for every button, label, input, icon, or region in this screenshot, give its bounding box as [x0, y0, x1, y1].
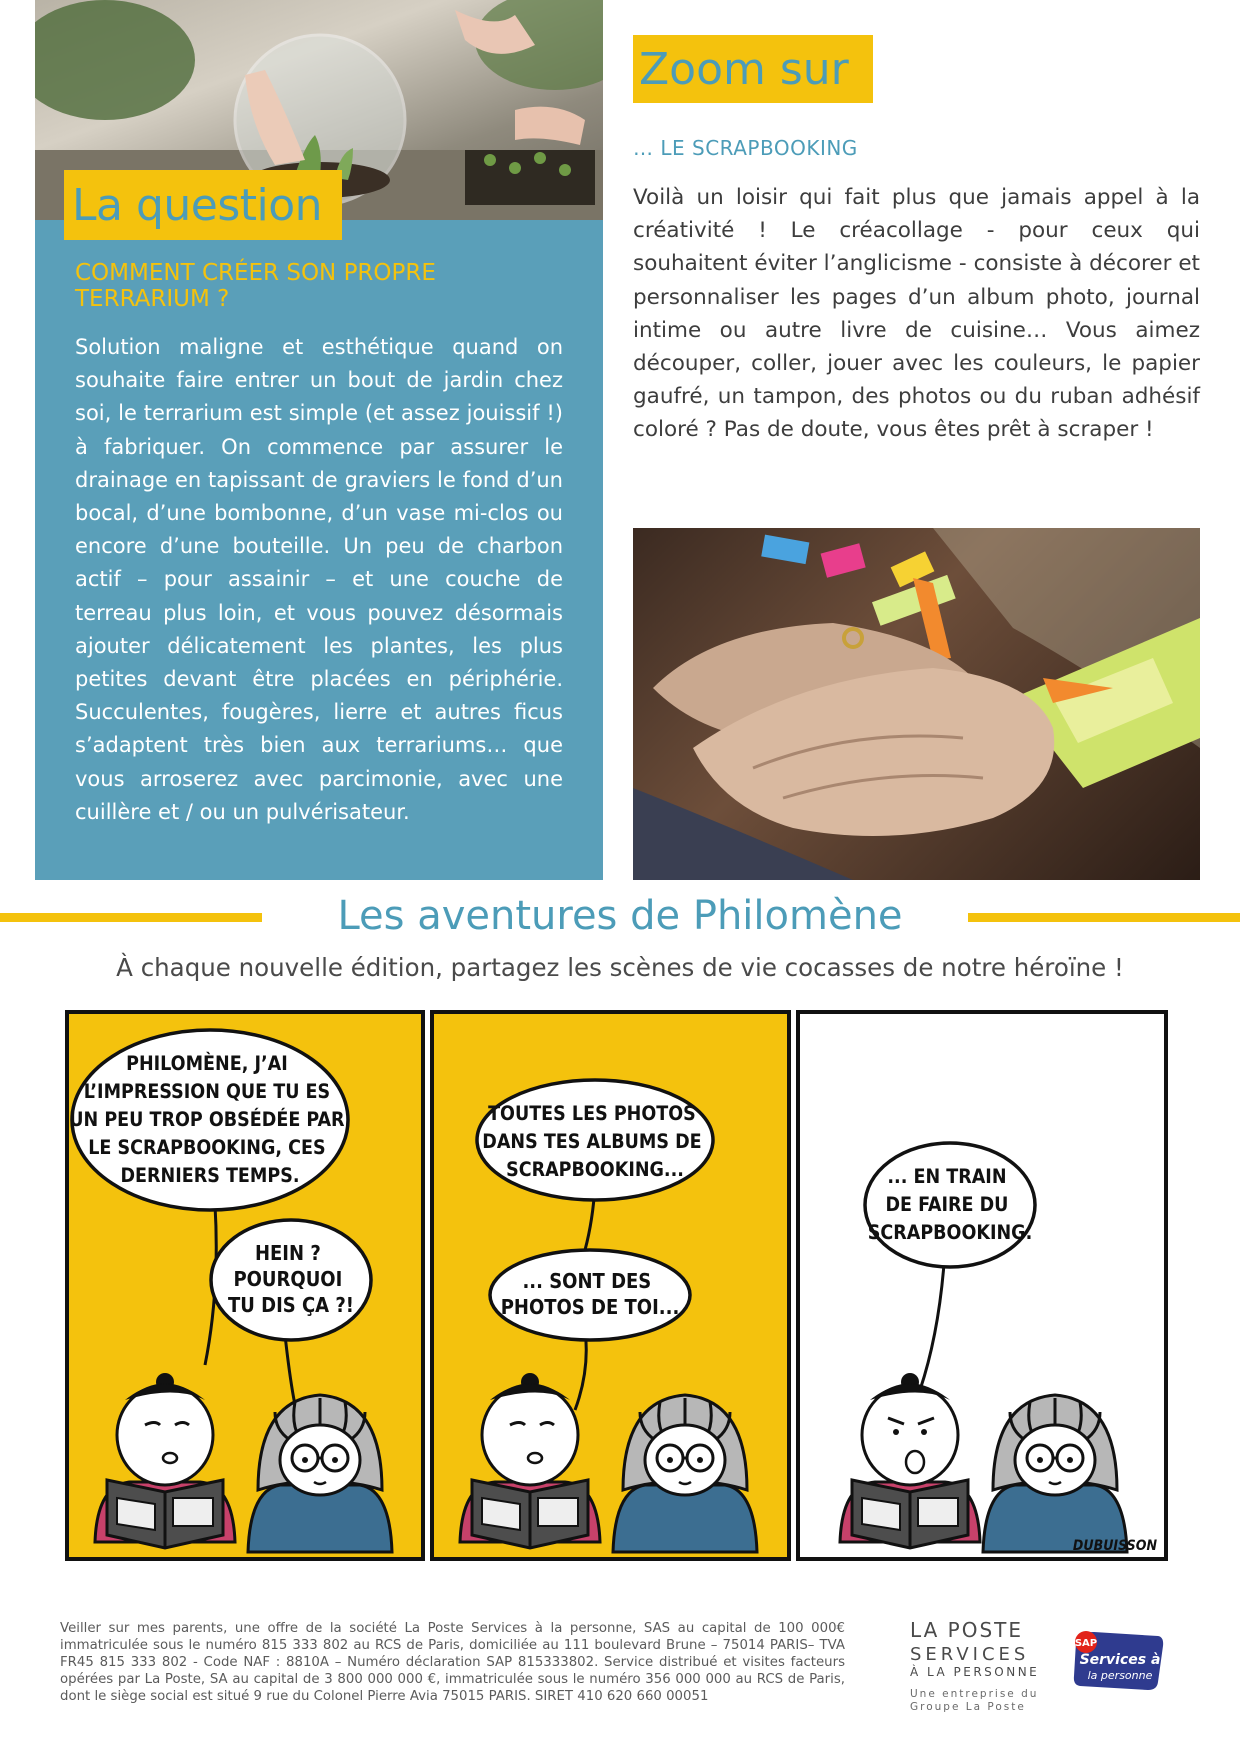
panel3-b1-line-1: ... EN TRAIN	[887, 1165, 1007, 1188]
panel2-b1-line-1: TOUTES LES PHOTOS	[488, 1102, 696, 1125]
question-subtitle-line-2: TERRARIUM ?	[75, 286, 230, 312]
panel1-b1-line-4: LE SCRAPBOOKING, CES	[88, 1136, 326, 1159]
zoom-subtitle: … LE SCRAPBOOKING	[633, 136, 858, 160]
panel2-b1-line-3: SCRAPBOOKING...	[506, 1158, 684, 1181]
philomene-title: Les aventures de Philomène	[337, 893, 903, 939]
panel2-b2-line-1: ... SONT DES	[522, 1269, 652, 1293]
panel2-bubble-1-text	[482, 1102, 708, 1181]
laposte-a-la-personne: À LA PERSONNE	[910, 1665, 1040, 1679]
zoom-body: Voilà un loisir qui fait plus que jamais appel à la créativité ! Le créacollage - pour ceux qui souhaitent éviter l’anglicisme - consiste à décorer et personnaliser les pages d’un album photo, journal intime ou autre livre de cuisine… Vous aimez découper, coller, jouer avec les couleurs, le papier gaufré, un tampon, des photos ou du ruban adhésif coloré ? Pas de doute, vous êtes prêt à scraper !	[633, 185, 1200, 443]
zoom-title-box	[633, 35, 873, 103]
badge-line-1: Services à	[1079, 1652, 1161, 1668]
scrapbooking-illustration	[633, 528, 1200, 880]
panel1-b2-line-2: POURQUOI	[233, 1267, 343, 1291]
panel3-b1-line-3: SCRAPBOOKING.	[867, 1221, 1033, 1244]
philomene-subtitle: À chaque nouvelle édition, partagez les scènes de vie cocasses de notre héroïne !	[116, 953, 1124, 982]
question-subtitle	[75, 260, 575, 312]
question-subtitle-line-1: COMMENT CRÉER SON PROPRE	[75, 260, 436, 286]
laposte-services: SERVICES	[910, 1644, 1030, 1665]
question-title: La question	[72, 179, 323, 231]
zoom-title: Zoom sur	[639, 43, 849, 95]
question-body: Solution maligne et esthétique quand on souhaite faire entrer un bout de jardin chez soi, le terrarium est simple (et assez jouissif !) à fabriquer. On commence par assurer le drainage en tapissant de graviers le fond d’un bocal, d’une bombonne, d’un vase mi-clos ou encore d’une bouteille. Un peu de charbon actif – pour assainir – et une couche de terreau plus loin, et vous pouvez désormais ajouter délicatement les plantes, les plus petites devant être placées en périphérie. Succulentes, fougères, lierre et autres ficus s’adaptent très bien aux terrariums… que vous arroserez avec parcimonie, avec une cuillère et / ou un pulvérisateur.	[75, 335, 563, 824]
services-badge-logo	[1070, 1628, 1166, 1694]
laposte-group-mention	[910, 1688, 1038, 1714]
panel2-b1-line-2: DANS TES ALBUMS DE	[482, 1130, 702, 1153]
laposte-name: LA POSTE	[910, 1618, 1023, 1642]
scrapbooking-photo	[633, 528, 1200, 880]
panel3-bubble-1-text	[868, 1165, 1033, 1244]
laposte-ent-line-1: Une entreprise du	[910, 1688, 1039, 1700]
panel1-b2-line-3: TU DIS ÇA ?!	[227, 1293, 355, 1317]
panel1-b1-line-1: PHILOMÈNE, J’AI	[126, 1052, 288, 1075]
comic-signature: DUBUISSON	[1072, 1538, 1157, 1554]
question-title-box	[64, 170, 342, 240]
panel1-b2-line-1: HEIN ?	[254, 1241, 321, 1265]
panel2-b2-line-2: PHOTOS DE TOI...	[500, 1295, 680, 1319]
panel1-b1-line-5: DERNIERS TEMPS.	[120, 1164, 300, 1187]
laposte-ent-line-2: Groupe La Poste	[910, 1701, 1026, 1713]
badge-top: SAP	[1074, 1638, 1098, 1649]
badge-line-2: la personne	[1087, 1669, 1153, 1682]
panel1-b1-line-3: UN PEU TROP OBSÉDÉE PAR	[69, 1108, 345, 1131]
panel1-b1-line-2: L’IMPRESSION QUE TU ES	[83, 1080, 331, 1103]
panel3-b1-line-2: DE FAIRE DU	[885, 1193, 1009, 1216]
services-a-la-personne-badge	[1070, 1628, 1166, 1694]
legal-notice: Veiller sur mes parents, une offre de la société La Poste Services à la personne, SAS au capital de 100 000€ immatriculée sous le numéro 815 333 802 au RCS de Paris, domiciliée au 111 boulevard Brune – 75014 PARIS– TVA FR45 815 333 802 - Code NAF : 8810A – Numéro déclaration SAP 815333802. Service distribué et visites facteurs opérées par La Poste, SA au capital de 3 800 000 000 €, immatriculée sous le numéro 356 000 000 au RCS de Paris, dont le siège social est situé 9 rue du Colonel Pierre Avia 75015 PARIS. SIRET 410 620 660 00051	[60, 1621, 845, 1704]
comic-svg	[65, 1010, 1169, 1563]
comic-strip	[65, 1010, 1169, 1563]
